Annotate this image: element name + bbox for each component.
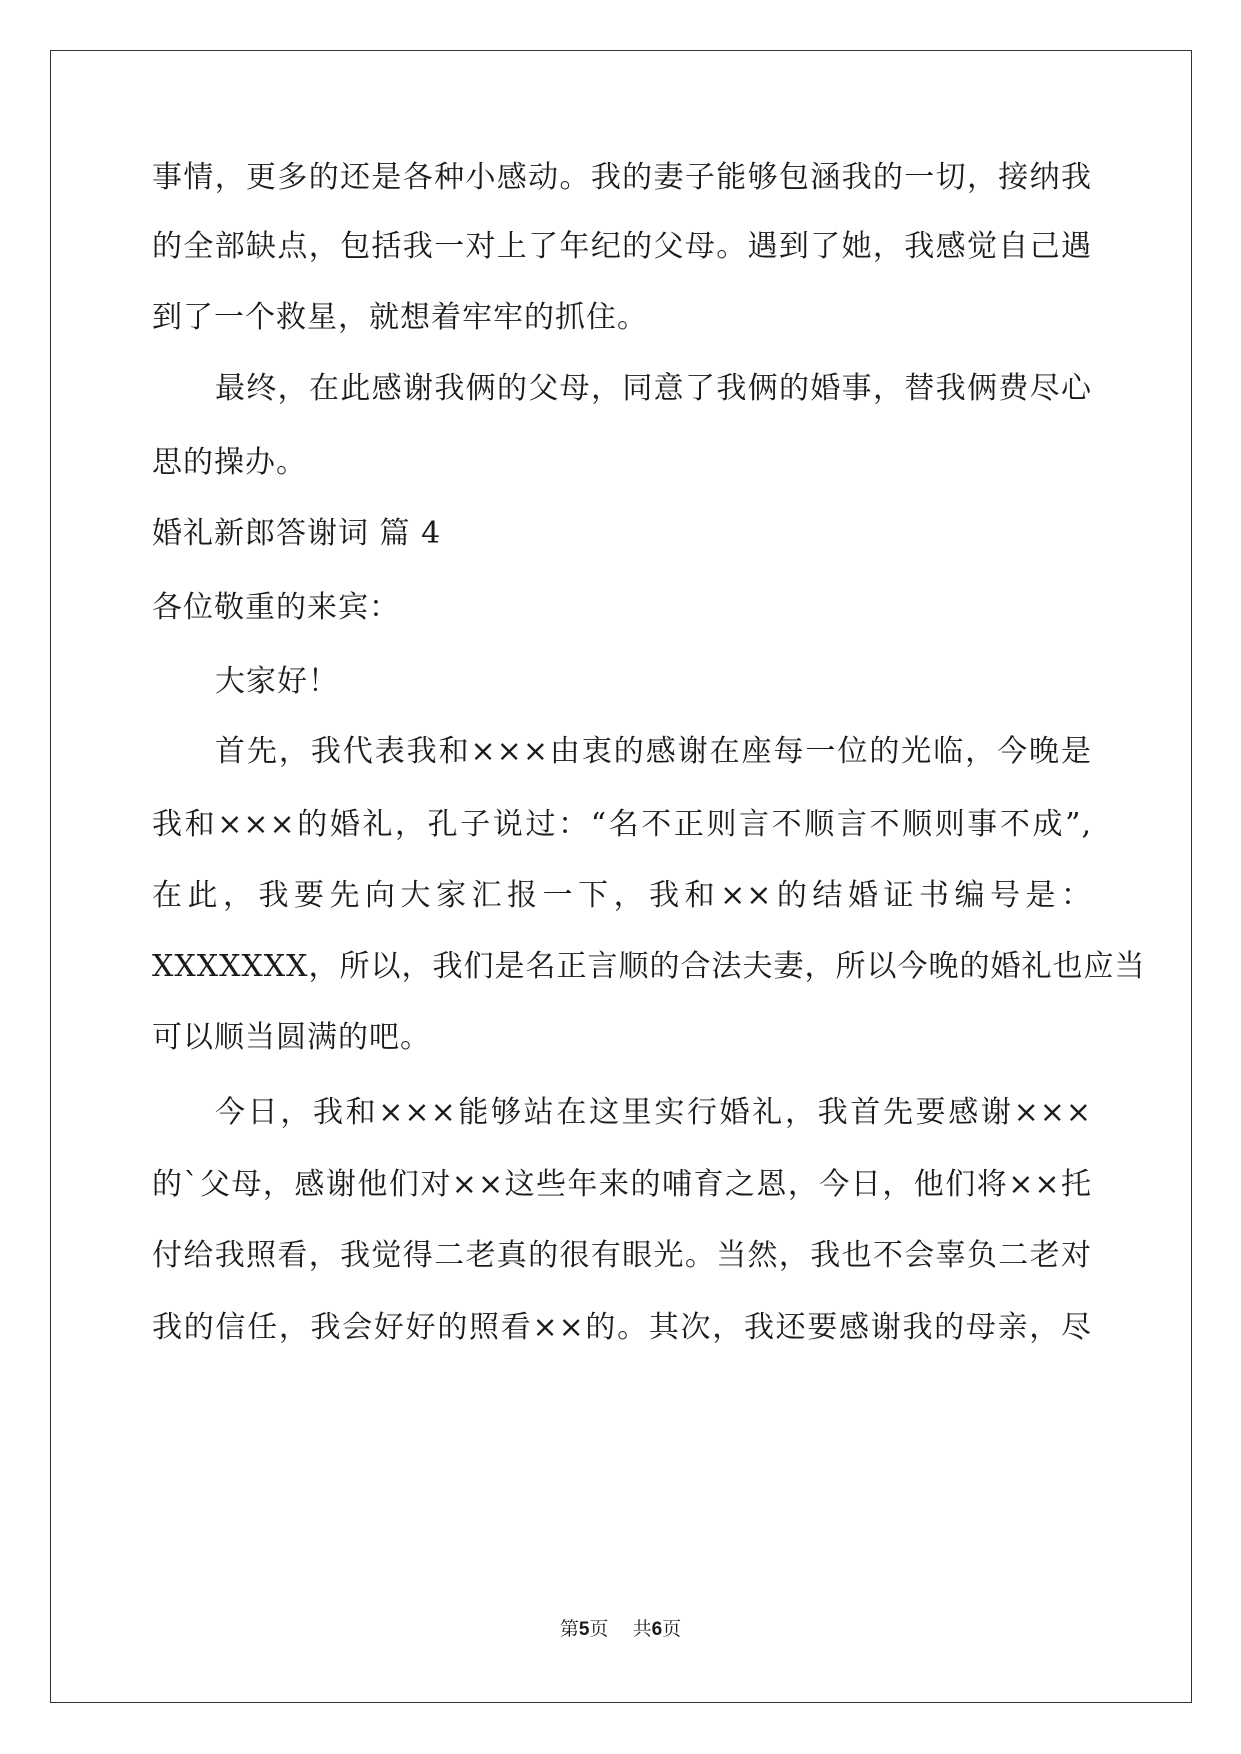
page-footer — [0, 1617, 1241, 1642]
body-line-4: 最终，在此感谢我俩的父母，同意了我俩的婚事，替我俩费尽心 — [215, 371, 1092, 406]
body-line-1: 事情，更多的还是各种小感动。我的妻子能够包涵我的一切，接纳我 — [152, 160, 1092, 195]
body-line-3: 到了一个救星，就想着牢牢的抓住。 — [152, 300, 648, 335]
footer-mid: 页 共 — [589, 1618, 652, 1640]
body-line-11: 在此，我要先向大家汇报一下，我和××的结婚证书编号是： — [152, 878, 1092, 913]
footer-page-total: 6 — [651, 1619, 663, 1640]
greeting: 大家好！ — [215, 664, 339, 699]
body-line-12: XXXXXXX，所以，我们是名正言顺的合法夫妻，所以今晚的婚礼也应当 — [152, 949, 1146, 984]
body-line-13: 可以顺当圆满的吧。 — [152, 1020, 431, 1055]
footer-prefix: 第 — [559, 1618, 579, 1640]
body-line-2: 的全部缺点，包括我一对上了年纪的父母。遇到了她，我感觉自己遇 — [152, 229, 1092, 264]
body-line-17: 我的信任，我会好好的照看××的。其次，我还要感谢我的母亲，尽 — [152, 1310, 1092, 1345]
body-line-14: 今日，我和×××能够站在这里实行婚礼，我首先要感谢××× — [215, 1095, 1092, 1130]
section-heading: 婚礼新郎答谢词 篇 4 — [152, 516, 442, 551]
body-line-9: 首先，我代表我和×××由衷的感谢在座每一位的光临，今晚是 — [215, 734, 1092, 769]
salutation: 各位敬重的来宾： — [152, 590, 400, 625]
body-line-15: 的`父母，感谢他们对××这些年来的哺育之恩，今日，他们将××托 — [152, 1167, 1092, 1202]
footer-page-current: 5 — [578, 1619, 590, 1640]
body-line-16: 付给我照看，我觉得二老真的很有眼光。当然，我也不会辜负二老对 — [152, 1238, 1092, 1273]
footer-suffix: 页 — [662, 1618, 682, 1640]
body-line-5: 思的操办。 — [152, 445, 307, 480]
body-line-10: 我和×××的婚礼，孔子说过：“名不正则言不顺言不顺则事不成”, — [152, 807, 1092, 842]
